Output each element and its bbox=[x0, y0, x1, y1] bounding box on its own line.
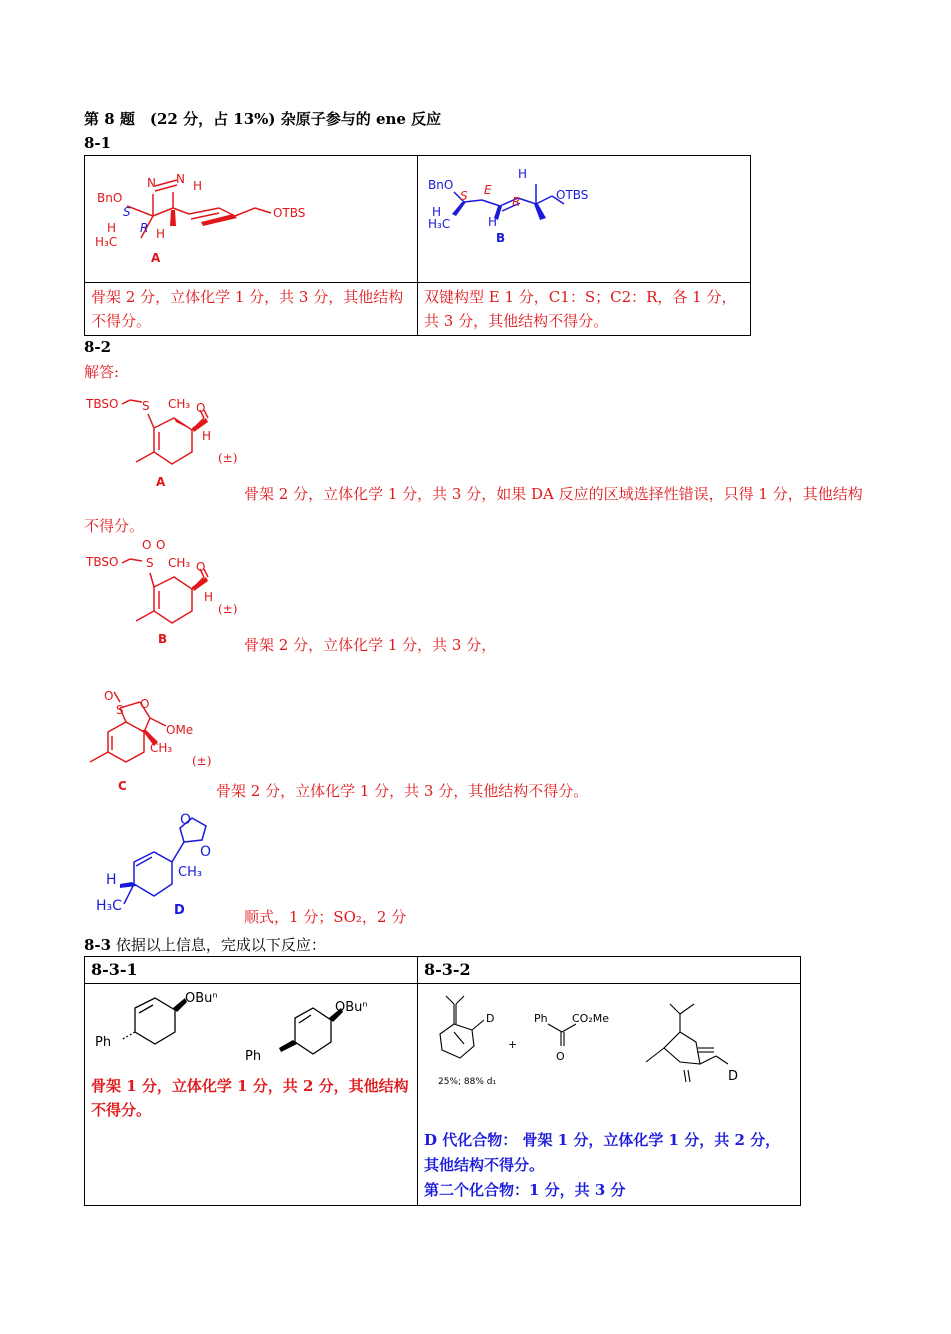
otbs-label: OTBS bbox=[556, 188, 589, 202]
cell-8-3-2 bbox=[418, 984, 801, 1206]
h-label: H bbox=[204, 590, 214, 604]
compound-a-label: A bbox=[151, 251, 161, 265]
section-8-3-intro: 依据以上信息，完成以下反应： bbox=[115, 936, 326, 954]
answer-label: 解答: bbox=[84, 363, 120, 381]
yield-text: 25%; 88% d₁ bbox=[438, 1077, 497, 1087]
obun-label: OBuⁿ bbox=[185, 991, 218, 1006]
h3c-label: H₃C bbox=[428, 217, 451, 231]
table-8-3 bbox=[84, 956, 801, 1206]
o-atom: O bbox=[200, 844, 212, 860]
h-label: H bbox=[432, 205, 442, 219]
cell-8-3-1 bbox=[85, 984, 418, 1206]
h-label: H bbox=[202, 429, 212, 443]
s-atom: S bbox=[142, 399, 150, 413]
n-label: N bbox=[147, 176, 156, 190]
ch3-label: CH₃ bbox=[178, 865, 203, 880]
structure-8-2-d bbox=[84, 806, 244, 922]
co2me-label: CO₂Me bbox=[572, 1012, 610, 1025]
header-8-3-2-text: 8-3-2 bbox=[424, 960, 471, 979]
s-atom: S bbox=[116, 703, 124, 717]
h-label: H bbox=[518, 167, 528, 181]
o-atom: O bbox=[104, 689, 114, 703]
score-8-2-b: 骨架 2 分，立体化学 1 分，共 3 分， bbox=[244, 636, 497, 654]
score-b-text: 双键构型 E 1 分，C1：S；C2：R，各 1 分，共 3 分，其他结构不得分。 bbox=[424, 288, 737, 330]
racemic-a: (±) bbox=[218, 451, 238, 465]
h-label: H bbox=[106, 872, 117, 888]
otbs-label: OTBS bbox=[273, 206, 306, 220]
structures-8-3-1 bbox=[85, 984, 417, 1074]
problem-title: 第 8 题 (22 分，占 13%) 杂原子参与的 ene 反应 bbox=[84, 110, 442, 128]
n-label-2: N bbox=[176, 172, 185, 186]
obun-label-2: OBuⁿ bbox=[335, 1000, 368, 1015]
score-a-text: 骨架 2 分，立体化学 1 分，共 3 分，其他结构不得分。 bbox=[91, 288, 404, 330]
ph-label-2: Ph bbox=[245, 1049, 262, 1064]
section-8-2-label: 8-2 bbox=[84, 338, 112, 356]
ome-label: OMe bbox=[166, 723, 194, 737]
ch3-label: CH₃ bbox=[168, 397, 191, 411]
racemic-c: (±) bbox=[192, 754, 212, 768]
d-label-product: D bbox=[728, 1069, 739, 1084]
bno-label: BnO bbox=[97, 191, 123, 205]
header-8-3-1-text: 8-3-1 bbox=[91, 960, 138, 979]
h-label: H bbox=[156, 227, 166, 241]
structure-b bbox=[418, 156, 750, 282]
structure-8-2-c bbox=[84, 686, 214, 798]
compound-d-label: D bbox=[174, 903, 185, 918]
h3c-label: H₃C bbox=[95, 235, 118, 249]
compound-b-label: B bbox=[496, 231, 506, 245]
compound-a-label: A bbox=[156, 475, 166, 489]
section-8-1-label: 8-1 bbox=[84, 134, 112, 152]
racemic-b: (±) bbox=[218, 602, 238, 616]
score-cell-a bbox=[85, 283, 418, 336]
tbso-label: TBSO bbox=[86, 555, 119, 569]
bno-label: BnO bbox=[428, 178, 454, 192]
score-8-3-2-part1: D 代化合物： 骨架 1 分，立体化学 1 分，共 2 分，其他结构不得分。 bbox=[424, 1131, 781, 1174]
table-8-1 bbox=[84, 155, 751, 336]
h3c-label: H₃C bbox=[96, 898, 122, 914]
header-8-3-2 bbox=[418, 957, 801, 984]
o-atom: O bbox=[180, 812, 192, 828]
d-atom: D bbox=[486, 1012, 495, 1025]
score-8-2-a: 骨架 2 分，立体化学 1 分，共 3 分，如果 DA 反应的区域选择性错误，只得 1 分，其他结构不得分。 bbox=[84, 485, 863, 535]
ch3-label: CH₃ bbox=[168, 556, 191, 570]
o-atom: O bbox=[142, 538, 152, 552]
structure-a bbox=[85, 156, 417, 282]
section-8-3-label: 8-3 bbox=[84, 936, 112, 954]
ch3-label: CH₃ bbox=[150, 741, 173, 755]
structure-8-2-b bbox=[84, 535, 244, 647]
header-8-3-1 bbox=[85, 957, 418, 984]
compound-b-label: B bbox=[158, 632, 168, 646]
o-atom: O bbox=[196, 560, 206, 574]
e-descriptor: E bbox=[484, 183, 492, 197]
section-8-3-heading bbox=[84, 934, 326, 955]
h-label: H bbox=[193, 179, 203, 193]
o-atom: O bbox=[156, 538, 166, 552]
cell-compound-b bbox=[418, 156, 751, 283]
tbso-label: TBSO bbox=[86, 397, 119, 411]
score-8-2-d: 顺式，1 分；SO₂，2 分 bbox=[244, 908, 407, 926]
o-atom: O bbox=[196, 401, 206, 415]
score-8-3-2-part2: 第二个化合物：1 分，共 3 分 bbox=[424, 1181, 626, 1199]
h-label: H bbox=[488, 215, 498, 229]
score-8-3-1: 骨架 1 分，立体化学 1 分，共 2 分，其他结构不得分。 bbox=[91, 1077, 409, 1119]
structures-8-3-2 bbox=[418, 984, 800, 1124]
s-atom: S bbox=[146, 556, 154, 570]
r-descriptor: R bbox=[140, 221, 149, 235]
cell-compound-a bbox=[85, 156, 418, 283]
plus-sign: + bbox=[508, 1038, 518, 1051]
score-cell-b bbox=[418, 283, 751, 336]
compound-c-label: C bbox=[118, 779, 127, 793]
ph-label: Ph bbox=[95, 1035, 112, 1050]
ph-label: Ph bbox=[534, 1012, 548, 1025]
s-descriptor: S bbox=[460, 189, 468, 203]
o-atom: O bbox=[556, 1050, 565, 1063]
r-descriptor: R bbox=[512, 195, 521, 209]
h-label: H bbox=[107, 221, 117, 235]
s-descriptor: S bbox=[123, 205, 131, 219]
o-atom: O bbox=[140, 697, 150, 711]
score-8-2-c: 骨架 2 分，立体化学 1 分，共 3 分，其他结构不得分。 bbox=[216, 782, 589, 800]
